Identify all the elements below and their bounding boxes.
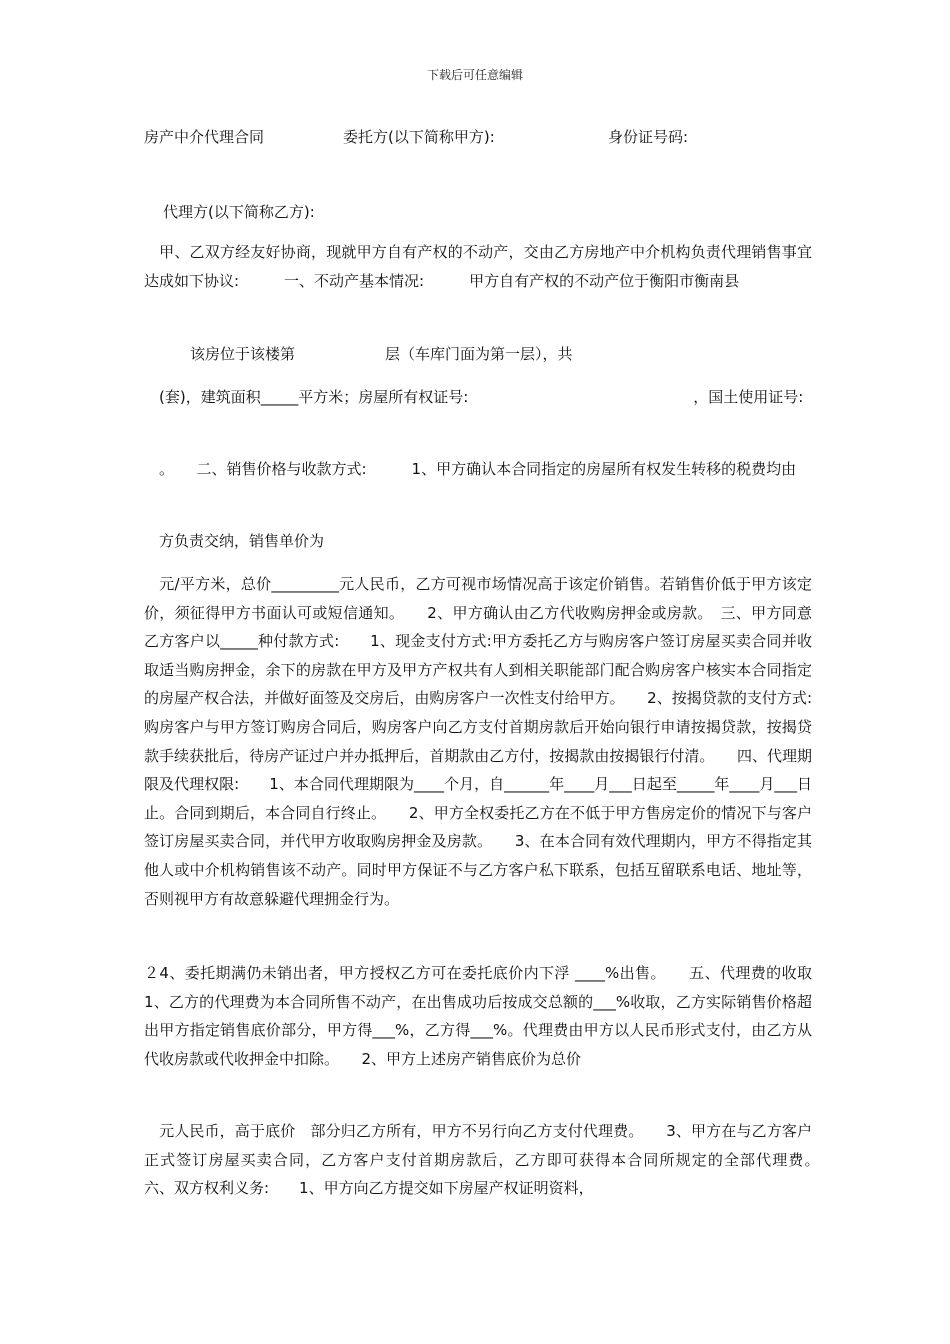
paragraph-commission: ２4、委托期满仍未销出者，甲方授权乙方可在委托底价内下浮 ____%出售。 五、代理费的收取 1、乙方的代理费为本合同所售不动产，在出售成功后按成交总额的___%收取，乙方实际销售价格超出甲方指定销售底价部分，甲方得___%，乙方得___%。代理费由甲方以人民币形式支付，由乙方从代收房款或代收押金中扣除。 2、甲方上述房产销售底价为总价 (144, 964, 843, 1068)
contract-title: 房产中介代理合同 (144, 128, 265, 146)
page-header-note: 下载后可任意编辑 (426, 68, 523, 82)
paragraph-tax: 方负责交纳，销售单价为 (144, 532, 325, 550)
agent-party-label: 代理方(以下简称乙方): (163, 203, 315, 221)
id-number-label: 身份证号码: (608, 128, 689, 146)
paragraph-price-terms: 。 二、销售价格与收款方式: 1、甲方确认本合同指定的房屋所有权发生转移的税费均由 (144, 460, 797, 478)
paragraph-intro: 甲、乙双方经友好协商，现就甲方自有产权的不动产，交由乙方房地产中介机构负责代理销售事宜达成如下协议: 一、不动产基本情况: 甲方自有产权的不动产位于衡阳市衡南县 (144, 243, 812, 290)
client-party-label: 委托方(以下简称甲方): (343, 128, 495, 146)
paragraph-payment-and-term: 元/平方米，总价_________元人民币，乙方可视市场情况高于该定价销售。若销售价低于甲方该定价，须征得甲方书面认可或短信通知。 2、甲方确认由乙方代收购房押金或房款。 三、甲方同意乙方客户以_____种付款方式: 1、现金支付方式:甲方委托乙方与购房客户签订房屋买卖合同并收取适当购房押金，余下的房款在甲方及甲方产权共有人到相关职能部门配合购房客户核实本合同指定的房屋产权合法，并做好面签及交房后，由购房客户一次性支付给甲方。 2、按揭贷款的支付方式:购房客户与甲方签订购房合同后，购房客户向乙方支付首期房款后开始向银行申请按揭贷款，按揭贷款手续获批后，待房产证过户并办抵押后，首期款由乙方付，按揭款由按揭银行付清。 四、代理期限及代理权限: 1、本合同代理期限为____个月，自______年____月___日起至_____年____月___日止。合同到期后，本合同自行终止。 2、甲方全权委托乙方在不低于甲方售房定价的情况下与客户签订房屋买卖合同，并代甲方收取购房押金及房款。 3、在本合同有效代理期内，甲方不得指定其他人或中介机构销售该不动产。同时甲方保证不与乙方客户私下联系，包括互留联系电话、地址等，否则视甲方有故意躲避代理拥金行为。 (144, 575, 812, 908)
paragraph-rights: 元人民币，高于底价 部分归乙方所有，甲方不另行向乙方支付代理费。 3、甲方在与乙方客户正式签订房屋买卖合同，乙方客户支付首期房款后，乙方即可获得本合同所规定的全部代理费。 六、双方权利义务: 1、甲方向乙方提交如下房屋产权证明资料， (144, 1122, 843, 1198)
paragraph-floor: 该房位于该楼第 层（车库门面为第一层），共 (160, 345, 573, 363)
paragraph-area: (套)，建筑面积_____平方米；房屋所有权证号: ，国土使用证号: (144, 388, 804, 406)
